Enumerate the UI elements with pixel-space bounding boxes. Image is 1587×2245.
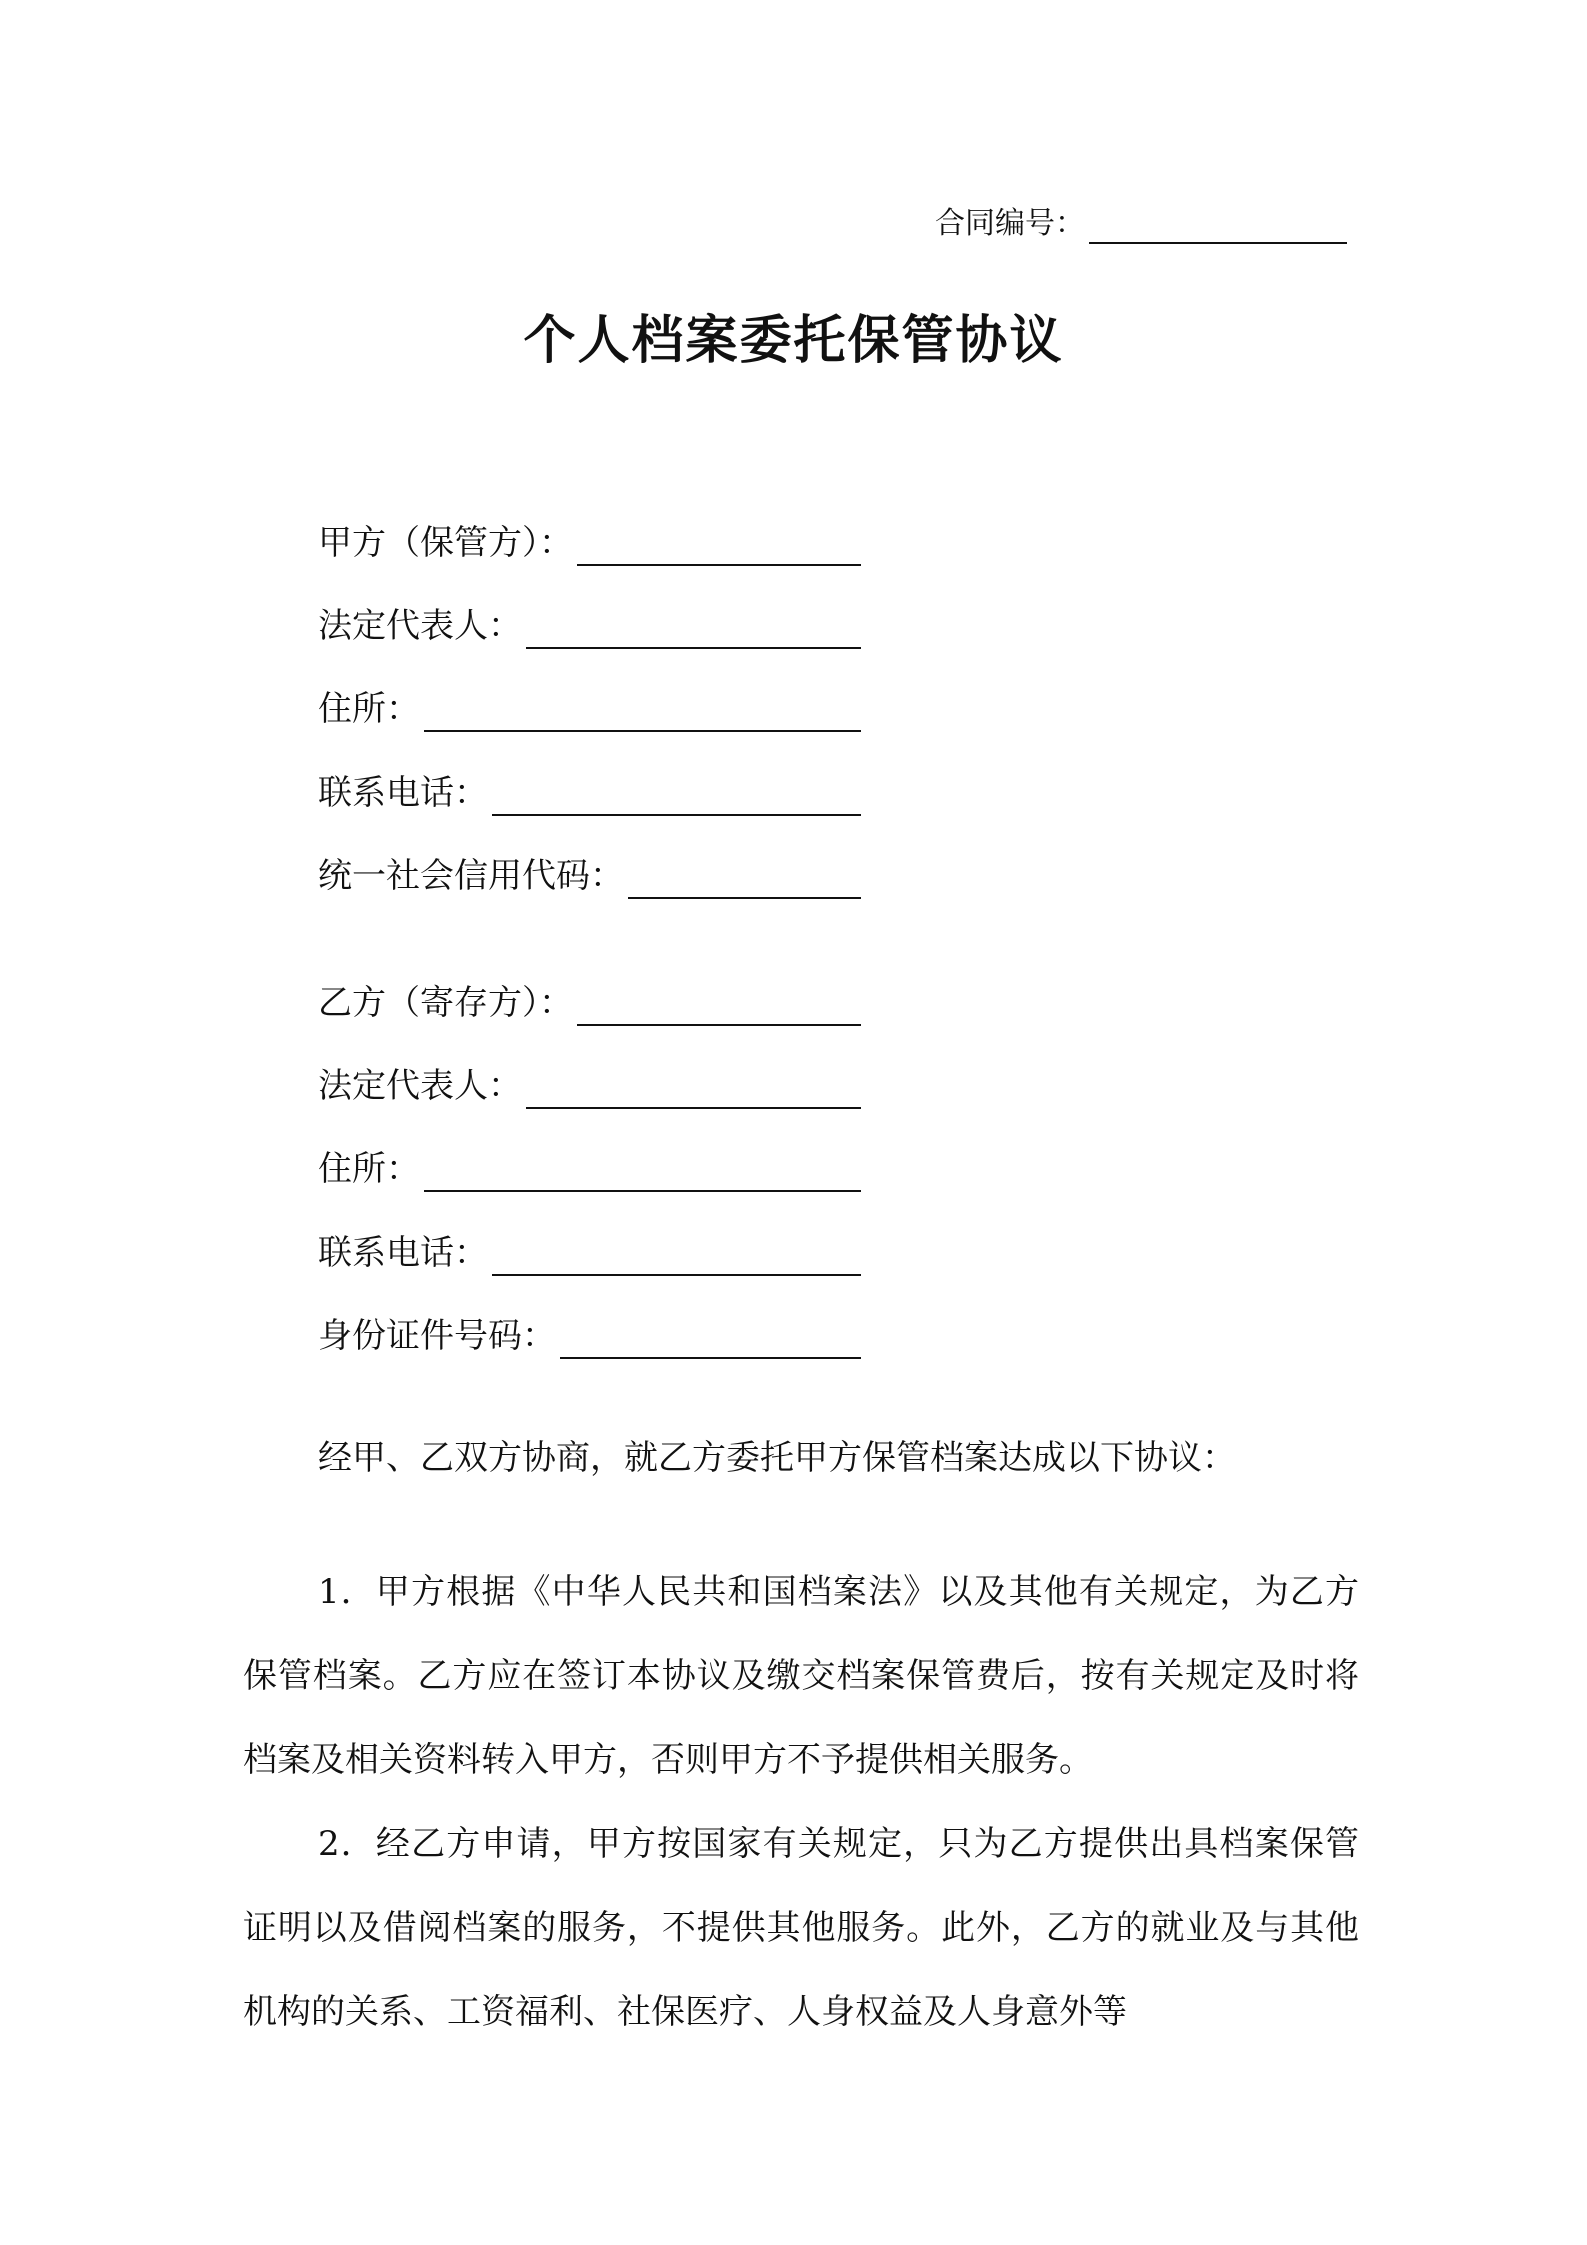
party-b-address-blank[interactable] [424,1150,861,1192]
party-a-address-field [318,686,861,732]
party-b-rep-field [318,1063,861,1109]
party-a-credit-code-label: 统一社会信用代码： [318,856,624,896]
party-b-rep-blank[interactable] [526,1067,861,1109]
party-a-phone-label: 联系电话： [318,773,488,813]
clause-1: 1．甲方根据《中华人民共和国档案法》以及其他有关规定，为乙方保管档案。乙方应在签订本协议及缴交档案保管费后，按有关规定及时将档案及相关资料转入甲方，否则甲方不予提供相关服务。 [243,1572,1359,1780]
party-b-id-field [318,1313,861,1359]
party-b-phone-field [318,1230,861,1276]
party-a-credit-code-field [318,853,861,899]
document-title: 个人档案委托保管协议 [523,310,1064,371]
contract-number [935,204,1347,244]
party-a-address-blank[interactable] [424,690,861,732]
party-a-name-blank[interactable] [577,524,861,566]
party-b-id-blank[interactable] [560,1317,861,1359]
agreement-intro: 经甲、乙双方协商，就乙方委托甲方保管档案达成以下协议： [318,1438,1236,1478]
party-b-phone-label: 联系电话： [318,1233,488,1273]
party-b-address-field [318,1146,861,1192]
party-b-id-label: 身份证件号码： [318,1316,556,1356]
party-b-name-blank[interactable] [577,984,861,1026]
party-b-phone-blank[interactable] [492,1234,861,1276]
party-b-name-label: 乙方（寄存方）： [318,983,573,1023]
contract-number-blank[interactable] [1089,208,1347,244]
party-a-rep-field [318,603,861,649]
party-b-rep-label: 法定代表人： [318,1066,522,1106]
contract-number-label: 合同编号： [935,206,1085,241]
party-a-rep-label: 法定代表人： [318,606,522,646]
party-a-name-label: 甲方（保管方）： [318,523,573,563]
party-a-phone-blank[interactable] [492,774,861,816]
party-a-phone-field [318,770,861,816]
party-a-name-field [318,520,861,566]
party-a-credit-code-blank[interactable] [628,857,861,899]
party-a-rep-blank[interactable] [526,607,861,649]
party-a-address-label: 住所： [318,689,420,729]
clause-2: 2．经乙方申请，甲方按国家有关规定，只为乙方提供出具档案保管证明以及借阅档案的服务，不提供其他服务。此外，乙方的就业及与其他机构的关系、工资福利、社保医疗、人身权益及人身意外等 [243,1824,1359,2032]
party-b-address-label: 住所： [318,1149,420,1189]
party-b-name-field [318,980,861,1026]
